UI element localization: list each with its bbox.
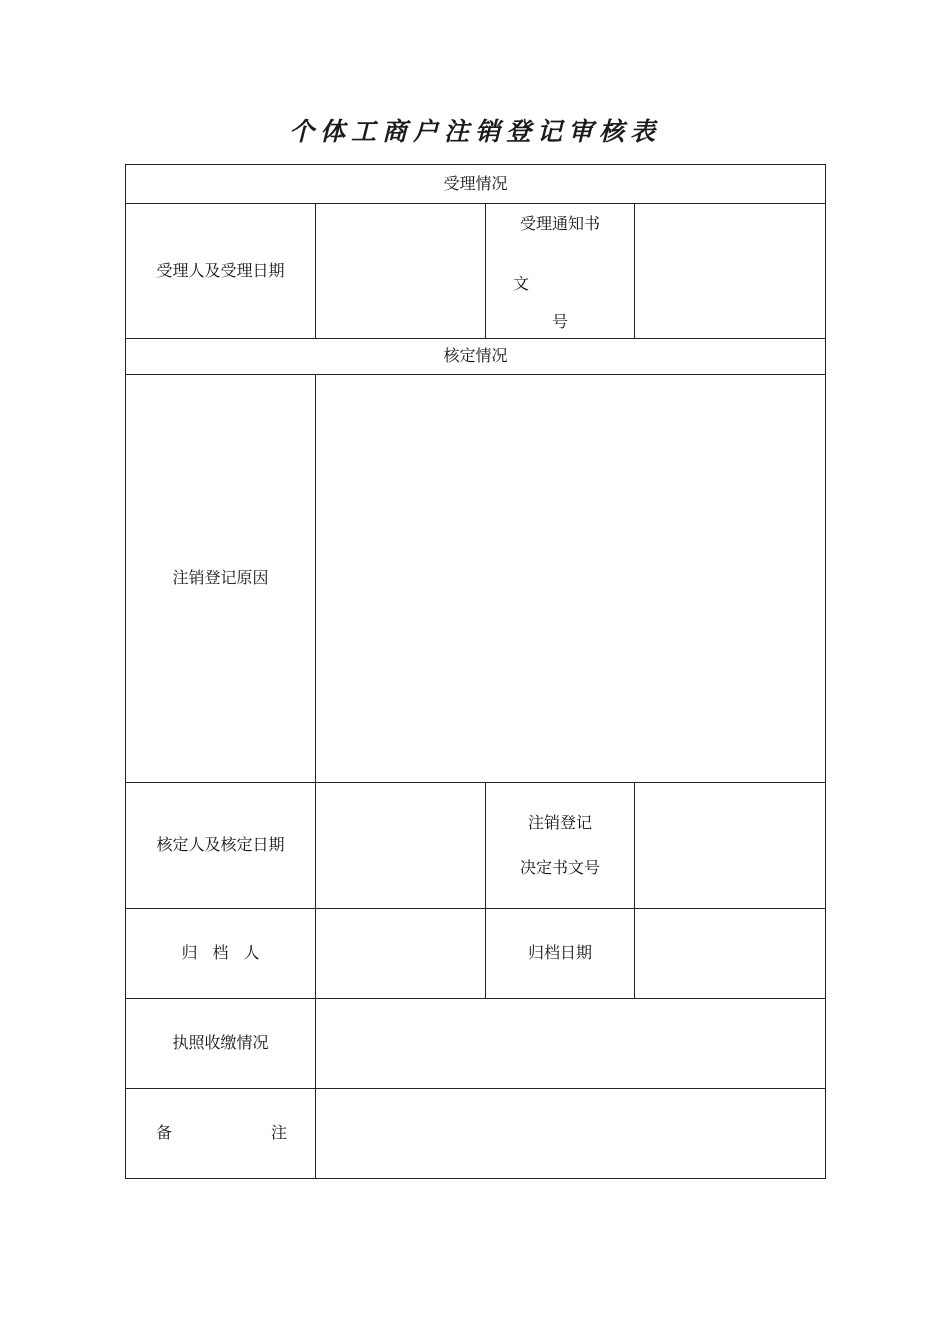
form-title: 个体工商户注销登记审核表 bbox=[288, 117, 661, 146]
archiver-label-char3: 人 bbox=[243, 943, 260, 963]
decision-number-value-field[interactable] bbox=[635, 783, 826, 909]
archive-row bbox=[126, 909, 826, 999]
approver-value-field[interactable] bbox=[316, 783, 486, 909]
archiver-label-char2: 档 bbox=[212, 943, 229, 963]
accepter-value-field[interactable] bbox=[316, 204, 486, 339]
archive-date-label: 归档日期 bbox=[486, 909, 635, 999]
remark-row bbox=[126, 1089, 826, 1179]
acceptance-section-row bbox=[126, 165, 826, 204]
approver-label: 核定人及核定日期 bbox=[126, 783, 316, 909]
decision-number-label-line2: 决定书文号 bbox=[519, 857, 600, 877]
decision-number-label-cell bbox=[486, 783, 635, 909]
review-form-table bbox=[125, 164, 826, 1179]
archiver-label bbox=[126, 909, 316, 999]
acceptance-row bbox=[126, 204, 826, 339]
remark-label-char2: 注 bbox=[270, 1123, 287, 1143]
archiver-value-field[interactable] bbox=[316, 909, 486, 999]
notice-number-label-line1: 受理通知书 bbox=[519, 214, 600, 233]
remark-value-field[interactable] bbox=[316, 1089, 826, 1179]
notice-number-label-line2: 文 bbox=[513, 274, 530, 293]
approval-section-header: 核定情况 bbox=[126, 339, 826, 375]
archive-date-value-field[interactable] bbox=[635, 909, 826, 999]
license-value-field[interactable] bbox=[316, 999, 826, 1089]
license-label: 执照收缴情况 bbox=[126, 999, 316, 1089]
license-row bbox=[126, 999, 826, 1089]
acceptance-section-header: 受理情况 bbox=[126, 165, 826, 204]
remark-label-char1: 备 bbox=[156, 1123, 173, 1143]
notice-number-value-field[interactable] bbox=[635, 204, 826, 339]
notice-number-label-cell bbox=[486, 204, 635, 339]
notice-number-label-line3: 号 bbox=[551, 312, 568, 331]
approval-row bbox=[126, 783, 826, 909]
reason-row bbox=[126, 375, 826, 783]
archiver-label-char1: 归 bbox=[181, 943, 198, 963]
decision-number-label-line1: 注销登记 bbox=[527, 812, 592, 832]
accepter-label: 受理人及受理日期 bbox=[126, 204, 316, 339]
reason-value-field[interactable] bbox=[316, 375, 826, 783]
reason-label: 注销登记原因 bbox=[126, 375, 316, 783]
approval-section-row bbox=[126, 339, 826, 375]
remark-label-cell bbox=[126, 1089, 316, 1179]
